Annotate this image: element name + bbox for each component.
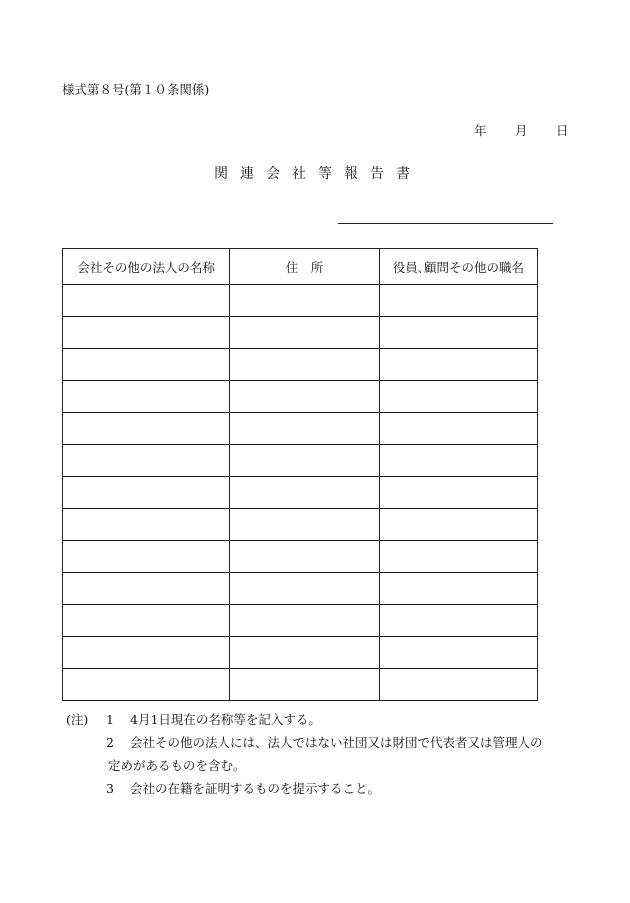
cell-address[interactable] xyxy=(230,413,379,445)
note-text: 会社の在籍を証明するものを提示すること。 xyxy=(130,781,381,796)
date-month-label: 月 xyxy=(515,123,528,138)
cell-position[interactable] xyxy=(379,509,537,541)
cell-position[interactable] xyxy=(379,637,537,669)
cell-company-name[interactable] xyxy=(63,349,230,381)
cell-position[interactable] xyxy=(379,605,537,637)
cell-company-name[interactable] xyxy=(63,477,230,509)
column-header-position: 役員､顧問その他の職名 xyxy=(379,249,537,285)
cell-company-name[interactable] xyxy=(63,509,230,541)
cell-company-name[interactable] xyxy=(63,669,230,701)
cell-address[interactable] xyxy=(230,669,379,701)
cell-company-name[interactable] xyxy=(63,605,230,637)
date-line xyxy=(470,123,570,139)
cell-address[interactable] xyxy=(230,605,379,637)
cell-company-name[interactable] xyxy=(63,381,230,413)
table-row xyxy=(63,445,538,477)
note-item-2-continuation xyxy=(66,754,576,777)
table-row xyxy=(63,541,538,573)
cell-address[interactable] xyxy=(230,349,379,381)
cell-address[interactable] xyxy=(230,541,379,573)
cell-position[interactable] xyxy=(379,381,537,413)
table-row xyxy=(63,605,538,637)
table-row xyxy=(63,637,538,669)
date-day-label: 日 xyxy=(556,123,569,138)
cell-company-name[interactable] xyxy=(63,285,230,317)
cell-position[interactable] xyxy=(379,349,537,381)
table-header-row xyxy=(63,249,538,285)
column-header-address: 住 所 xyxy=(230,249,379,285)
notes-prefix: (注) xyxy=(66,712,89,727)
note-item-2 xyxy=(66,731,576,754)
cell-address[interactable] xyxy=(230,637,379,669)
note-text-continuation: 定めがあるものを含む。 xyxy=(108,758,246,773)
table-row xyxy=(63,477,538,509)
table-row xyxy=(63,349,538,381)
note-text: 会社その他の法人には、法人ではない社団又は財団で代表者又は管理人の xyxy=(130,735,543,750)
note-number: 2 xyxy=(106,735,114,750)
form-number: 様式第８号(第１０条関係) xyxy=(62,82,210,97)
related-company-table xyxy=(62,248,538,701)
cell-company-name[interactable] xyxy=(63,317,230,349)
table-row xyxy=(63,413,538,445)
note-number: 1 xyxy=(106,712,114,727)
cell-address[interactable] xyxy=(230,285,379,317)
cell-address[interactable] xyxy=(230,477,379,509)
table-body xyxy=(63,285,538,701)
cell-address[interactable] xyxy=(230,381,379,413)
cell-company-name[interactable] xyxy=(63,445,230,477)
table-row xyxy=(63,381,538,413)
notes-section xyxy=(66,708,576,800)
table-row xyxy=(63,317,538,349)
date-year-label: 年 xyxy=(474,123,487,138)
cell-position[interactable] xyxy=(379,477,537,509)
cell-position[interactable] xyxy=(379,669,537,701)
table-row xyxy=(63,573,538,605)
signature-line xyxy=(338,223,553,224)
cell-address[interactable] xyxy=(230,317,379,349)
cell-position[interactable] xyxy=(379,413,537,445)
note-text: 4月1日現在の名称等を記入する。 xyxy=(130,712,321,727)
table-row xyxy=(63,669,538,701)
cell-position[interactable] xyxy=(379,285,537,317)
cell-address[interactable] xyxy=(230,445,379,477)
note-number: 3 xyxy=(106,781,114,796)
note-item-3 xyxy=(66,777,576,800)
cell-address[interactable] xyxy=(230,573,379,605)
note-item-1 xyxy=(66,708,576,731)
column-header-company-name: 会社その他の法人の名称 xyxy=(63,249,230,285)
document-title: 関連会社等報告書 xyxy=(214,166,422,182)
cell-company-name[interactable] xyxy=(63,413,230,445)
cell-company-name[interactable] xyxy=(63,637,230,669)
cell-position[interactable] xyxy=(379,445,537,477)
cell-position[interactable] xyxy=(379,573,537,605)
table-row xyxy=(63,285,538,317)
cell-position[interactable] xyxy=(379,317,537,349)
cell-company-name[interactable] xyxy=(63,541,230,573)
cell-position[interactable] xyxy=(379,541,537,573)
cell-company-name[interactable] xyxy=(63,573,230,605)
table-row xyxy=(63,509,538,541)
cell-address[interactable] xyxy=(230,509,379,541)
